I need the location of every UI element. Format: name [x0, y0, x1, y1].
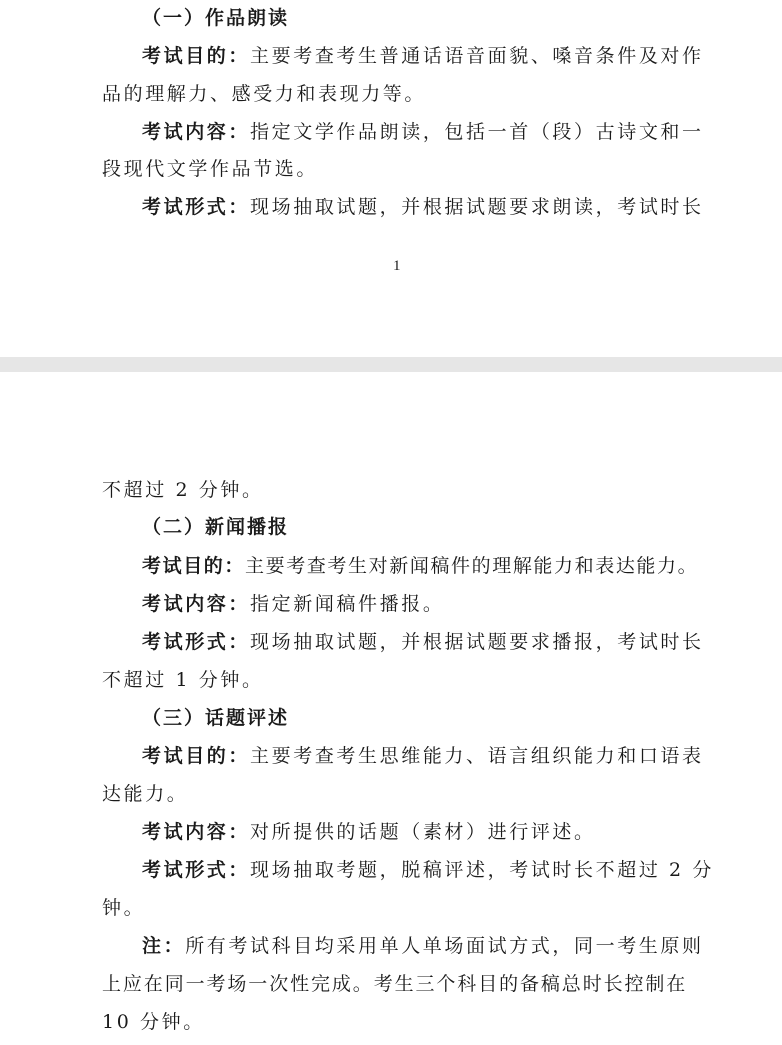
note — [142, 934, 704, 958]
content-text: 对所提供的话题（素材）进行评述。 — [250, 821, 596, 843]
form-label: 考试形式： — [142, 859, 251, 881]
section-3-purpose — [142, 744, 704, 768]
section-1-content-cont: 段现代文学作品节选。 — [102, 158, 319, 180]
note-text: 所有考试科目均采用单人单场面试方式，同一考生原则 — [185, 935, 704, 957]
document-page-2 — [0, 372, 782, 1045]
document-page-1 — [0, 0, 782, 357]
section-2-form-cont: 不超过 1 分钟。 — [102, 669, 264, 691]
content-text: 指定新闻稿件播报。 — [250, 593, 445, 615]
section-1-content — [142, 120, 704, 144]
form-label: 考试形式： — [142, 196, 251, 218]
note-label: 注： — [142, 935, 186, 957]
section-3-form-cont: 钟。 — [102, 897, 146, 919]
section-3-content — [142, 820, 596, 844]
section-1-purpose-cont: 品的理解力、感受力和表现力等。 — [102, 83, 427, 105]
purpose-text: 主要考查考生思维能力、语言组织能力和口语表 — [250, 745, 704, 767]
section-3-title: （三）话题评述 — [142, 707, 290, 729]
purpose-label: 考试目的： — [142, 745, 251, 767]
purpose-label: 考试目的： — [142, 45, 251, 67]
section-2-purpose — [142, 554, 698, 578]
purpose-text: 主要考查考生对新闻稿件的理解能力和表达能力。 — [245, 555, 699, 577]
purpose-label: 考试目的： — [142, 555, 246, 577]
purpose-text: 主要考查考生普通话语音面貌、嗓音条件及对作 — [250, 45, 704, 67]
content-label: 考试内容： — [142, 821, 251, 843]
content-label: 考试内容： — [142, 121, 251, 143]
section-3-form — [142, 858, 714, 882]
note-cont-1: 上应在同一考场一次性完成。考生三个科目的备稿总时长控制在 — [102, 973, 688, 995]
section-1-title: （一）作品朗读 — [142, 7, 290, 29]
page-separator — [0, 357, 782, 372]
section-3-purpose-cont: 达能力。 — [102, 783, 189, 805]
page-number: 1 — [393, 258, 401, 274]
content-text: 指定文学作品朗读，包括一首（段）古诗文和一 — [250, 121, 704, 143]
section-2-form — [142, 630, 704, 654]
form-label: 考试形式： — [142, 631, 251, 653]
content-label: 考试内容： — [142, 593, 251, 615]
form-text: 现场抽取考题，脱稿评述，考试时长不超过 2 分 — [250, 859, 714, 881]
section-1-form — [142, 195, 704, 219]
section-1-form-cont: 不超过 2 分钟。 — [102, 479, 264, 501]
form-text: 现场抽取试题，并根据试题要求朗读，考试时长 — [250, 196, 704, 218]
note-cont-2: 10 分钟。 — [102, 1011, 205, 1033]
section-1-purpose — [142, 44, 704, 68]
section-2-content — [142, 592, 444, 616]
form-text: 现场抽取试题，并根据试题要求播报，考试时长 — [250, 631, 704, 653]
section-2-title: （二）新闻播报 — [142, 516, 290, 538]
